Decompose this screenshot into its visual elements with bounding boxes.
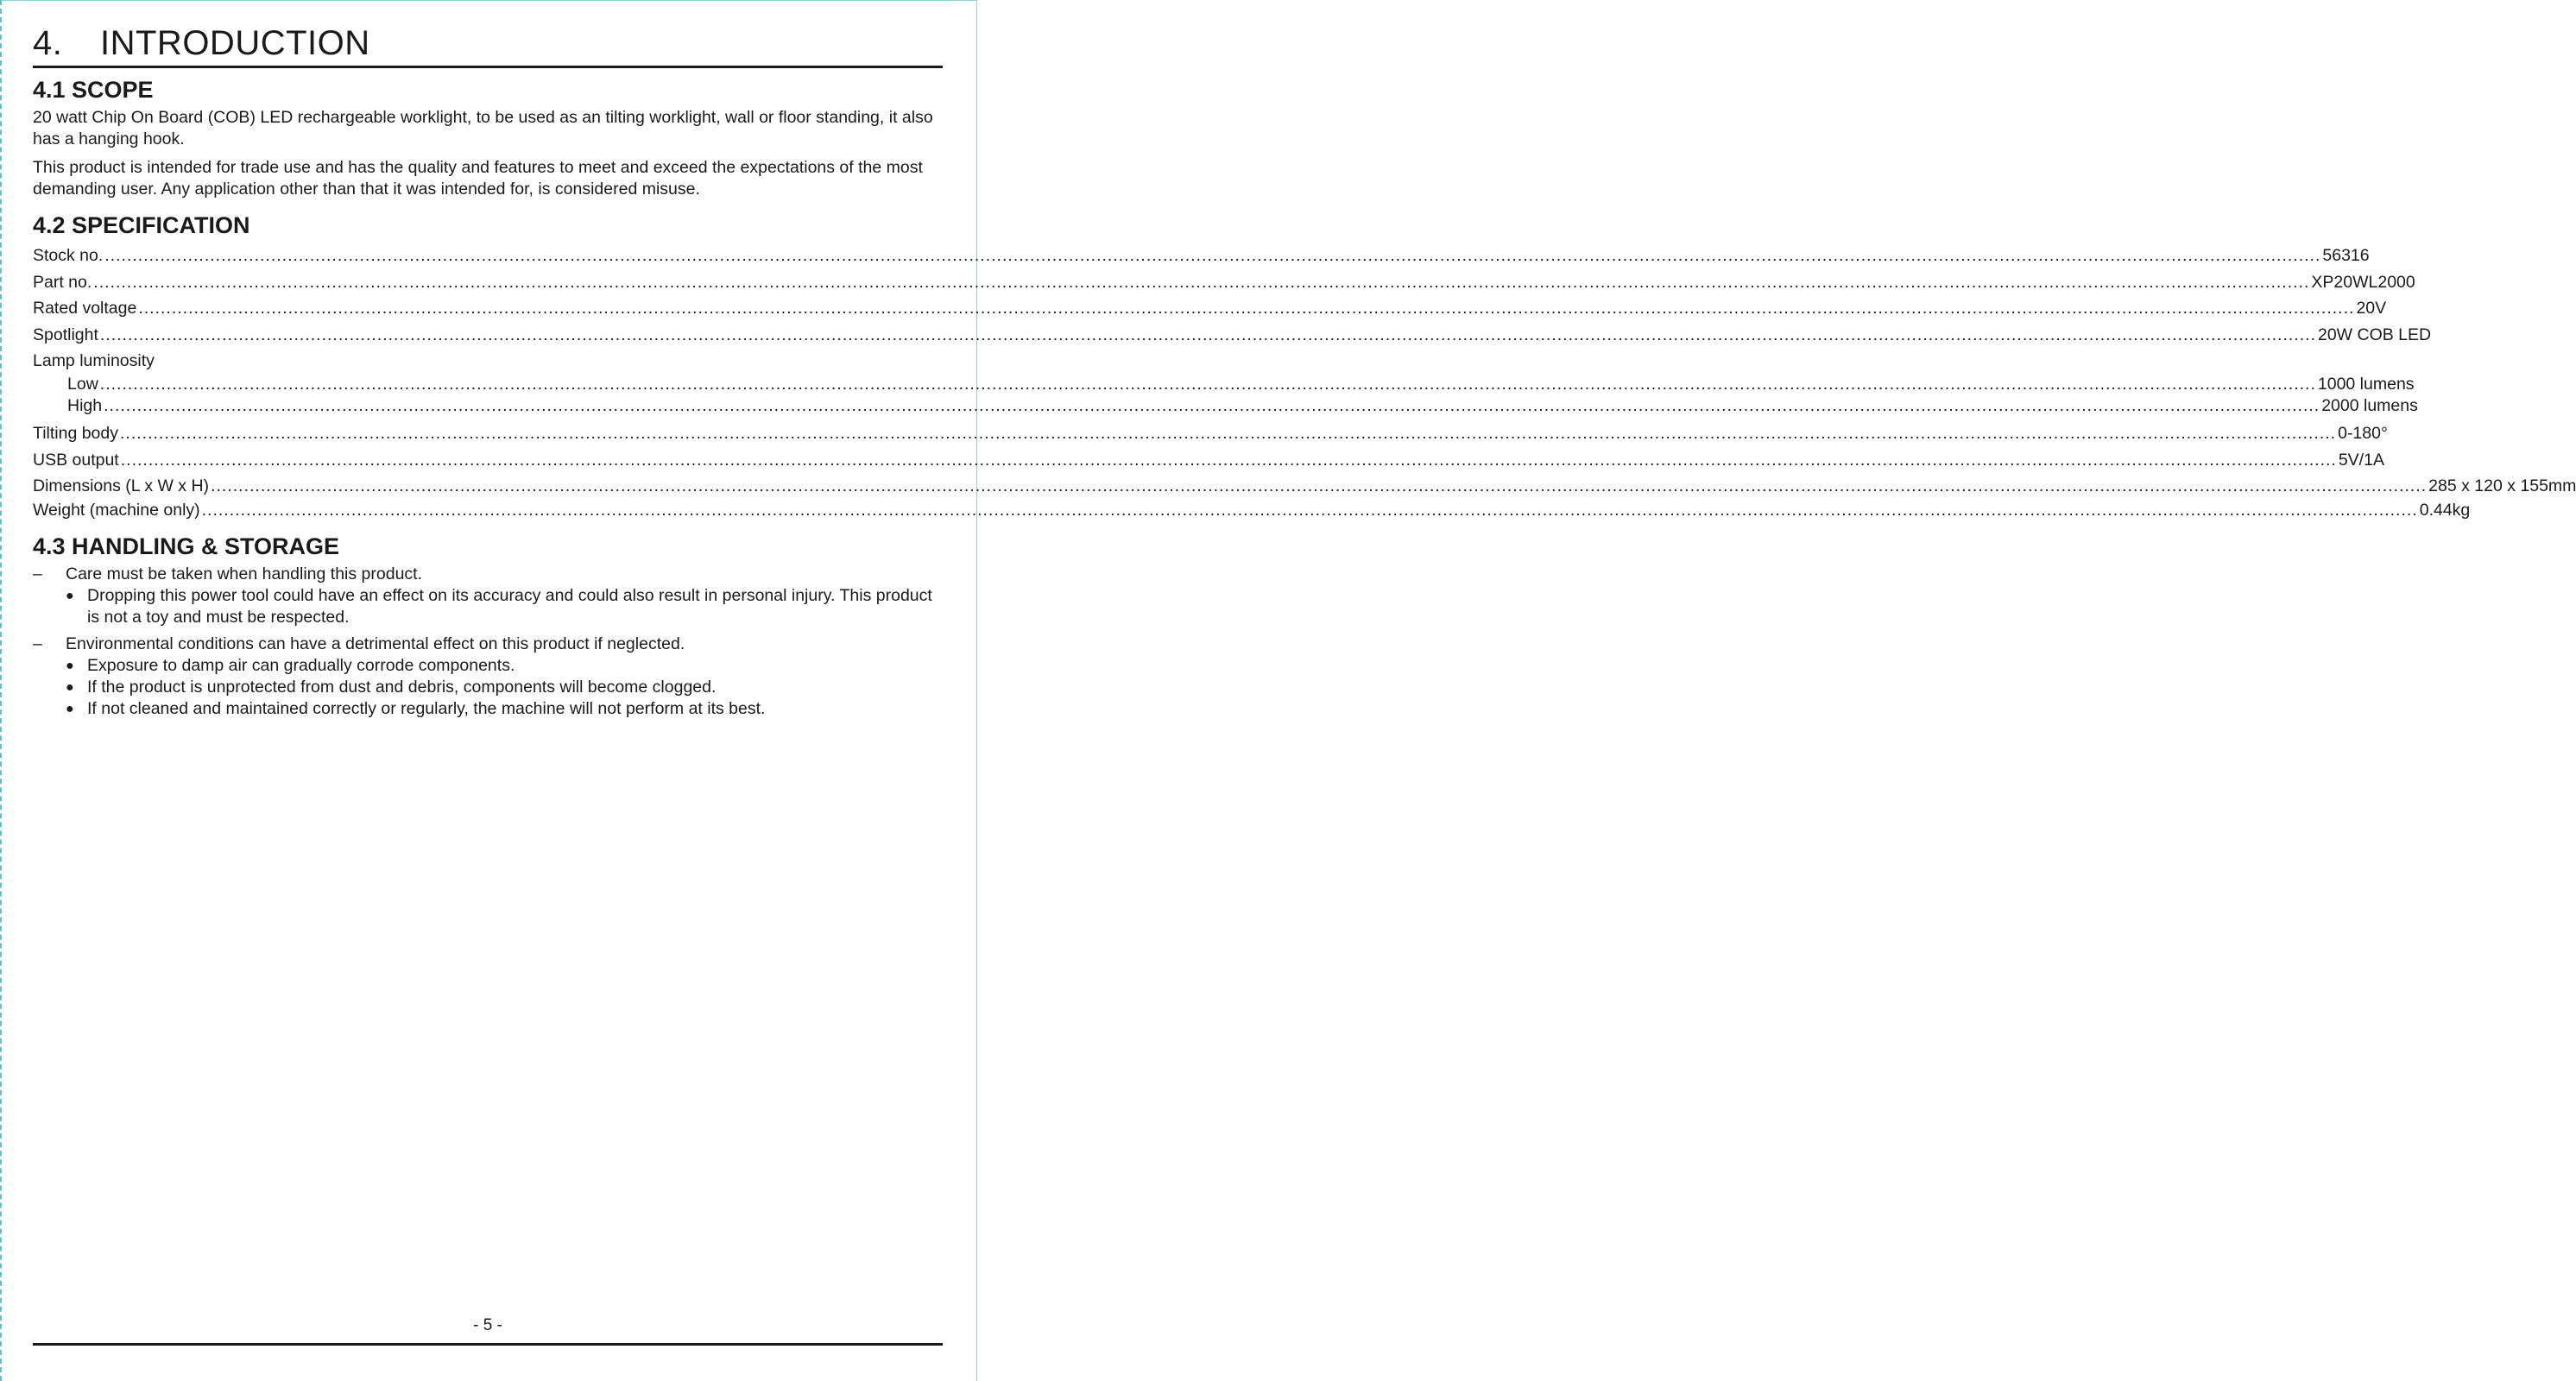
- bullet-dot-icon: ●: [66, 701, 74, 716]
- spec-row-rated-voltage: [33, 295, 2387, 322]
- dash-marker: –: [33, 634, 42, 653]
- bullet-item: [66, 655, 943, 677]
- spec-label: Dimensions (L x W x H): [33, 476, 210, 496]
- dot-leader: ................................................................................................................................................................................................................................................................................................................................................................................................................: [104, 246, 2321, 266]
- dot-leader: ................................................................................................................................................................................................................................................................................................................................................................................................................: [99, 375, 2316, 394]
- bullet-dot-icon: ●: [66, 658, 74, 673]
- spec-row-dimensions: [33, 473, 2576, 500]
- spec-label: Spotlight: [33, 325, 98, 344]
- spec-value: 2000 lumens: [2321, 396, 2418, 416]
- spec-row-luminosity-low: [33, 374, 2415, 395]
- footer-rule: [33, 1343, 943, 1346]
- spec-value: 1000 lumens: [2317, 375, 2415, 394]
- page-footer: [33, 1315, 943, 1346]
- bullet-text: Dropping this power tool could have an effect on its accuracy and could also result in personal injury. This product is not a toy and must be respected.: [87, 585, 932, 627]
- bullet-dot-icon: ●: [66, 588, 74, 603]
- page-title: [33, 24, 943, 68]
- dot-leader: ................................................................................................................................................................................................................................................................................................................................................................................................................: [93, 272, 2310, 292]
- spec-row-spotlight: [33, 322, 2432, 349]
- scope-section: [33, 77, 943, 200]
- bullet-text: If not cleaned and maintained correctly or regularly, the machine will not perform at its best.: [87, 698, 766, 718]
- spec-group-lamp-luminosity: Lamp luminosity: [33, 351, 155, 371]
- handling-list: [33, 564, 943, 720]
- page-number: - 5 -: [473, 1316, 502, 1334]
- dot-leader: ................................................................................................................................................................................................................................................................................................................................................................................................................: [138, 299, 2355, 318]
- spec-row-part-no: [33, 269, 2415, 296]
- bullet-item: [66, 677, 943, 698]
- spec-value: 20V: [2356, 299, 2387, 318]
- scope-paragraph-2: This product is intended for trade use and has the quality and features to meet and exceed the expectations of the most demanding user. Any application other than that it was intended for, is considered misuse.: [33, 158, 923, 199]
- dot-leader: ................................................................................................................................................................................................................................................................................................................................................................................................................: [120, 450, 2337, 470]
- bullet-item: [66, 698, 943, 720]
- page-left-dashed-border: [0, 0, 2, 1381]
- spec-row-usb-output: [33, 447, 2384, 474]
- spec-value: 285 x 120 x 155mm: [2428, 476, 2576, 496]
- dot-leader: ................................................................................................................................................................................................................................................................................................................................................................................................................: [99, 325, 2316, 344]
- spec-value: XP20WL2000: [2311, 272, 2415, 292]
- spec-label: Tilting body: [33, 424, 118, 444]
- dot-leader: ................................................................................................................................................................................................................................................................................................................................................................................................................: [201, 500, 2418, 520]
- dot-leader: ................................................................................................................................................................................................................................................................................................................................................................................................................: [104, 396, 2320, 416]
- spec-label: USB output: [33, 450, 119, 470]
- spec-label: Part no.: [33, 272, 92, 292]
- dot-leader: ................................................................................................................................................................................................................................................................................................................................................................................................................: [211, 476, 2428, 496]
- specification-table: [33, 243, 2576, 521]
- handling-section: [33, 533, 943, 720]
- spec-row-tilting-body: [33, 420, 2388, 447]
- spec-label: High: [67, 396, 103, 416]
- spec-label: Low: [67, 375, 98, 394]
- bullet-item: [66, 585, 943, 628]
- page-right-border: [976, 0, 977, 1381]
- list-item-text: Care must be taken when handling this product.: [66, 564, 422, 583]
- chapter-title: INTRODUCTION: [100, 24, 370, 62]
- chapter-number: 4.: [33, 24, 63, 62]
- spec-row-weight: [33, 500, 2471, 521]
- scope-heading: 4.1 SCOPE: [33, 77, 154, 103]
- spec-row-stock-no: [33, 243, 2370, 269]
- bullet-list: [66, 655, 943, 720]
- bullet-text: If the product is unprotected from dust and debris, components will become clogged.: [87, 677, 717, 697]
- spec-value: 0.44kg: [2419, 500, 2471, 520]
- list-item: [33, 634, 943, 720]
- bullet-dot-icon: ●: [66, 679, 74, 695]
- specification-section: [33, 212, 2576, 521]
- spec-label: Stock no.: [33, 246, 104, 266]
- spec-row-luminosity-high: [33, 395, 2418, 417]
- document-page: [33, 0, 2576, 725]
- spec-label: Weight (machine only): [33, 500, 200, 520]
- list-item: [33, 564, 943, 628]
- bullet-list: [66, 585, 943, 628]
- dot-leader: ................................................................................................................................................................................................................................................................................................................................................................................................................: [120, 424, 2337, 444]
- spec-label: Rated voltage: [33, 299, 137, 318]
- spec-value: 0-180°: [2338, 424, 2388, 444]
- bullet-text: Exposure to damp air can gradually corrode components.: [87, 655, 515, 675]
- scope-paragraph-1: 20 watt Chip On Board (COB) LED rechargeable worklight, to be used as an tilting worklight, wall or floor standing, it also has a hanging hook.: [33, 108, 933, 149]
- list-item-text: Environmental conditions can have a detrimental effect on this product if neglected.: [66, 634, 685, 653]
- spec-value: 20W COB LED: [2317, 325, 2432, 344]
- handling-heading: 4.3 HANDLING & STORAGE: [33, 533, 340, 559]
- spec-value: 5V/1A: [2338, 450, 2384, 470]
- dash-marker: –: [33, 564, 42, 583]
- specification-heading: 4.2 SPECIFICATION: [33, 212, 250, 239]
- spec-value: 56316: [2322, 246, 2370, 266]
